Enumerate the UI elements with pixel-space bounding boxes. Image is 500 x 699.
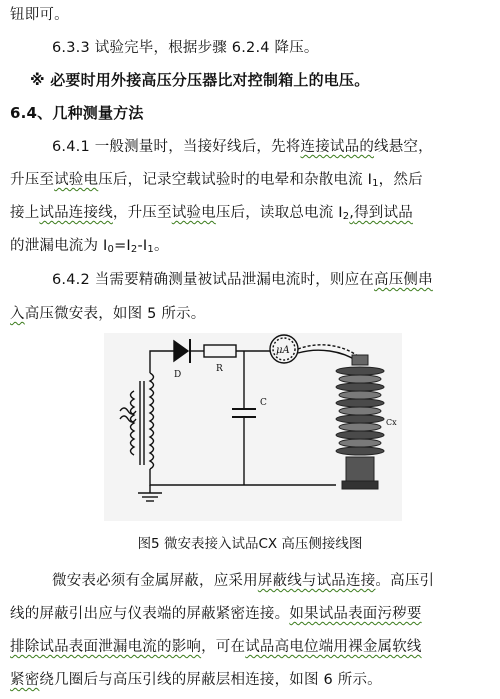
insulator-shed [339, 423, 381, 431]
specimen-insulator [336, 355, 384, 489]
text-run: -I [137, 238, 148, 254]
text-run: 压后，读取总电流 I [215, 205, 343, 221]
paragraph-6-4-1-line3 [10, 203, 413, 227]
step-6-3-3: 6.3.3 试验完毕，根据步骤 6.2.4 降压。 [52, 40, 319, 56]
text-run: 线悬空， [374, 139, 433, 155]
text-run: 试验电 [171, 205, 216, 221]
insulator-shed [336, 367, 384, 375]
text-run: 微安表必须有金属屏蔽，应采用 [52, 573, 258, 589]
text-run: 压后，记录空载试验时的电晕和杂散电流 I [98, 172, 373, 188]
subscript: 1 [372, 178, 379, 189]
text-run: 入 [10, 306, 25, 322]
figure-caption: 图5 微安表接入试品CX 高压侧接线图 [137, 536, 363, 552]
text-run: ，升压至 [112, 205, 172, 221]
paragraph-shield-line1 [52, 571, 434, 591]
text-run: 绕几圈后与高压引线的屏蔽层相连接，如图 6 所示。 [39, 672, 382, 688]
insulator-flange [342, 481, 378, 489]
circuit-diagram-svg [104, 333, 402, 521]
wire-to-diode [150, 351, 174, 373]
paragraph-6-4-1-line1 [52, 137, 433, 157]
text-run: 得到试品 [354, 205, 413, 221]
capacitor-label: C [260, 398, 267, 408]
insulator-shed [339, 439, 381, 447]
paragraph-shield-line2 [10, 604, 422, 624]
insulator-cap [352, 355, 368, 365]
text-run: 试品连接线 [39, 205, 113, 221]
section-heading-6-4: 6.4、几种测量方法 [10, 104, 144, 122]
text-run: ，可在 [201, 639, 246, 655]
paragraph-6-4-2-line2 [10, 304, 205, 324]
text-run: 排除试品表面泄漏电流的影响 [10, 639, 202, 655]
subscript: 0 [107, 244, 115, 255]
text-run: 6.4.2 当需要精确测量被试品泄漏电流时，则应在 [52, 272, 375, 288]
transformer-primary-coil [131, 391, 135, 455]
text-run: =I [114, 238, 131, 254]
insulator-shed [336, 431, 384, 439]
paragraph-continuation: 钮即可。 [10, 7, 69, 23]
text-run: 高压微安表，如图 5 所示。 [24, 306, 206, 322]
insulator-shed [336, 383, 384, 391]
insulator-base [346, 457, 374, 481]
circuit-diagram [104, 333, 402, 521]
paragraph-shield-line4 [10, 670, 382, 690]
text-run: 升压至 [10, 172, 55, 188]
text-run: 。 [153, 238, 169, 254]
text-run: 。高压引 [375, 573, 435, 589]
subscript: 1 [147, 244, 154, 255]
text-run: 紧密 [10, 672, 40, 688]
diode-label: D [174, 370, 182, 380]
text-run: , [349, 205, 355, 221]
insulator-shed [336, 415, 384, 423]
insulator-shed [336, 447, 384, 455]
subscript: 2 [130, 244, 138, 255]
microammeter-label: μA [276, 345, 290, 356]
insulator-shed [339, 407, 381, 415]
text-run: 试验电 [54, 172, 99, 188]
text-run: 接上 [10, 205, 40, 221]
text-run: 屏蔽线与试品连接 [257, 573, 376, 589]
insulator-shed [336, 399, 384, 407]
paragraph-6-4-1-line4 [10, 236, 169, 260]
shielded-lead [298, 350, 357, 361]
text-run: 6.4.1 一般测量时，当接好线后，先将 [52, 139, 301, 155]
subscript: 2 [342, 211, 350, 222]
text-run: 连接试品的 [300, 139, 375, 155]
ac-source-symbol [120, 408, 136, 414]
text-run: 如果试品表面污秽要 [289, 606, 422, 622]
resistor-symbol [204, 345, 236, 357]
note-voltage-divider: ※ 必要时用外接高压分压器比对控制箱上的电压。 [30, 71, 370, 89]
text-run: 试品高电位端用裸金属软线 [245, 639, 422, 655]
specimen-label: Cx [386, 418, 397, 427]
ground-bus [150, 469, 336, 485]
text-run: 线的屏蔽引出应与仪表端的屏蔽紧密连接。 [10, 606, 290, 622]
transformer-secondary-coil [150, 373, 154, 469]
paragraph-6-4-1-line2 [10, 170, 423, 194]
ac-source-symbol [120, 416, 136, 422]
diode-symbol [174, 341, 188, 361]
paragraph-shield-line3 [10, 637, 422, 657]
text-run: 的泄漏电流为 I [10, 238, 108, 254]
insulator-shed [339, 375, 381, 383]
text-run: ，然后 [378, 172, 423, 188]
paragraph-6-4-2-line1 [52, 270, 433, 290]
insulator-shed [339, 391, 381, 399]
resistor-label: R [216, 364, 223, 374]
text-run: 高压侧串 [374, 272, 433, 288]
